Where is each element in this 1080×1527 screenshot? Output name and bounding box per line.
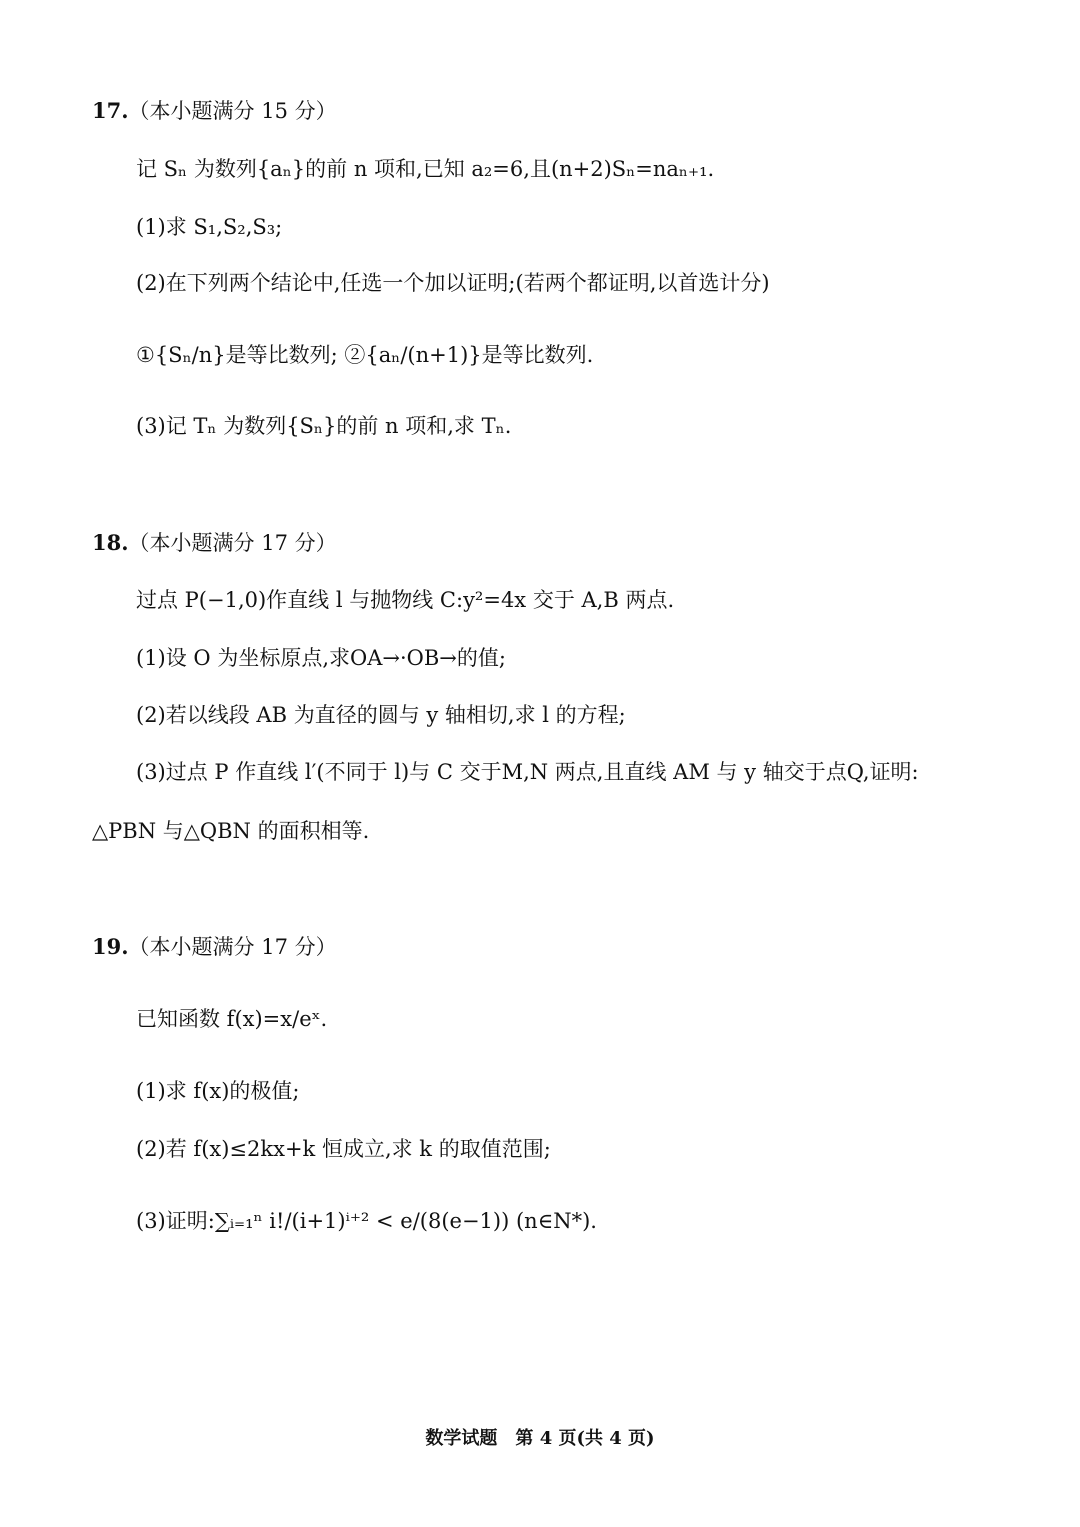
question-points: （本小题满分 15 分）	[128, 99, 337, 123]
question-18-stem: 过点 P(−1,0)作直线 l 与抛物线 C:y²=4x 交于 A,B 两点.	[136, 588, 675, 612]
question-number: 17.	[92, 98, 129, 123]
question-19-stem: 已知函数 f(x)=x/eˣ.	[136, 1007, 328, 1031]
question-points: （本小题满分 17 分）	[128, 531, 337, 555]
question-17-options: ①{Sₙ/n}是等比数列; ②{aₙ/(n+1)}是等比数列.	[136, 343, 594, 367]
question-19-part-2: (2)若 f(x)≤2kx+k 恒成立,求 k 的取值范围;	[136, 1137, 551, 1161]
question-17-header	[92, 96, 337, 126]
question-18-part-3: (3)过点 P 作直线 l′(不同于 l)与 C 交于M,N 两点,且直线 AM 与 y 轴交于点Q,证明:	[136, 760, 919, 784]
question-18-header	[92, 528, 337, 558]
page-footer: 数学试题 第 4 页(共 4 页)	[425, 1428, 655, 1449]
question-19-header	[92, 932, 337, 962]
question-17-part-2: (2)在下列两个结论中,任选一个加以证明;(若两个都证明,以首选计分)	[136, 271, 770, 295]
question-points: （本小题满分 17 分）	[128, 935, 337, 959]
question-17-part-1: (1)求 S₁,S₂,S₃;	[136, 215, 283, 239]
question-19-part-1: (1)求 f(x)的极值;	[136, 1079, 300, 1103]
question-17-stem: 记 Sₙ 为数列{aₙ}的前 n 项和,已知 a₂=6,且(n+2)Sₙ=naₙ₊₁.	[136, 157, 715, 181]
question-18-part-3-continued: △PBN 与△QBN 的面积相等.	[92, 819, 370, 843]
question-18-part-1: (1)设 O 为坐标原点,求OA→·OB→的值;	[136, 646, 506, 670]
question-17-part-3: (3)记 Tₙ 为数列{Sₙ}的前 n 项和,求 Tₙ.	[136, 414, 512, 438]
question-18-part-2: (2)若以线段 AB 为直径的圆与 y 轴相切,求 l 的方程;	[136, 703, 626, 727]
question-number: 18.	[92, 530, 129, 555]
question-19-part-3: (3)证明:∑ᵢ₌₁ⁿ i!/(i+1)ⁱ⁺² < e/(8(e−1)) (n∈N*).	[136, 1209, 597, 1233]
question-number: 19.	[92, 934, 129, 959]
